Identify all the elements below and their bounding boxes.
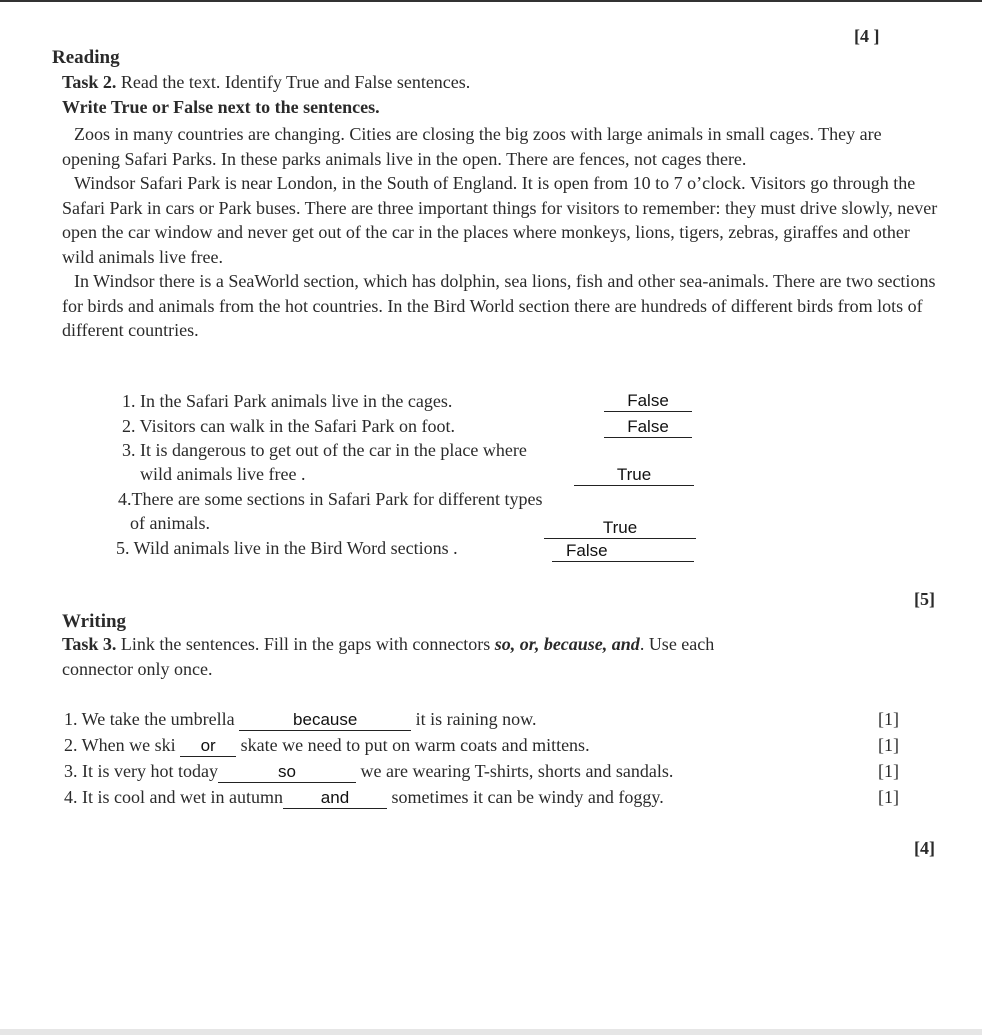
writing-item-2 [64, 735, 590, 757]
question-5-text: 5. Wild animals live in the Bird Word sections . [116, 538, 458, 558]
item-4-answer[interactable]: and [283, 788, 387, 809]
question-3-answer[interactable]: True [574, 465, 694, 486]
writing-item-1 [64, 709, 537, 731]
passage-paragraph-2: Windsor Safari Park is near London, in the South of England. It is open from 10 to 7 o’clock. Visitors go through the Safari Park in cars or Park buses. There are three important things for visitors to remember: they must drive slowly, never open the car window and never get out of the car in the places where monkeys, lions, tigers, zebras, giraffes and other wild animals live free. [62, 173, 938, 267]
writing-score: [4] [914, 838, 935, 858]
item-1-answer[interactable]: because [239, 710, 411, 731]
task3-text-1: Link the sentences. Fill in the gaps with connectors [116, 634, 495, 654]
item-2-before: 2. When we ski [64, 735, 181, 755]
question-1-text: 1. In the Safari Park animals live in the cages. [122, 391, 453, 411]
question-3-text-cont: wild animals live free . [140, 464, 306, 484]
item-4-after: sometimes it can be windy and foggy. [386, 787, 664, 807]
top-border [0, 0, 982, 2]
question-3-text: 3. It is dangerous to get out of the car in the place where [122, 440, 527, 460]
bottom-band [0, 1029, 982, 1035]
task3-connectors: so, or, because, and [494, 634, 640, 654]
item-1-before: 1. We take the umbrella [64, 709, 240, 729]
writing-heading: Writing [62, 611, 127, 632]
task2-text: Read the text. Identify True and False sentences. [116, 72, 471, 92]
question-4-answer[interactable]: True [544, 518, 696, 539]
item-2-answer[interactable]: or [180, 736, 236, 757]
reading-passage [62, 122, 942, 343]
item-2-after: skate we need to put on warm coats and mittens. [236, 735, 590, 755]
item-2-mark: [1] [878, 735, 899, 755]
writing-item-3 [64, 761, 673, 783]
task3-text-3: connector only once. [62, 659, 213, 679]
reading-score: [5] [914, 589, 935, 609]
task3-number: Task 3. [62, 634, 117, 654]
question-2-answer[interactable]: False [604, 417, 692, 438]
question-4-text-cont: of animals. [130, 513, 210, 533]
item-3-before: 3. It is very hot today [64, 761, 218, 781]
reading-heading: Reading [52, 47, 120, 68]
writing-item-4 [64, 787, 664, 809]
reading-marks: [4 ] [854, 26, 880, 46]
passage-paragraph-3: In Windsor there is a SeaWorld section, which has dolphin, sea lions, fish and other sea-animals. There are two sections for birds and animals from the hot countries. In the Bird World section there are hundreds of different birds from lots of different countries. [62, 271, 936, 340]
task2-number: Task 2. [62, 72, 117, 92]
question-5-answer[interactable]: False [552, 541, 694, 562]
item-1-after: it is raining now. [411, 709, 537, 729]
question-1-answer[interactable]: False [604, 391, 692, 412]
item-3-answer[interactable]: so [218, 762, 356, 783]
item-4-mark: [1] [878, 787, 899, 807]
item-3-after: we are wearing T-shirts, shorts and sandals. [355, 761, 674, 781]
passage-paragraph-1: Zoos in many countries are changing. Cities are closing the big zoos with large animals in small cages. They are opening Safari Parks. In these parks animals live in the open. There are fences, not cages there. [62, 124, 882, 169]
task3-text-2: . Use each [639, 634, 715, 654]
item-1-mark: [1] [878, 709, 899, 729]
item-3-mark: [1] [878, 761, 899, 781]
item-4-before: 4. It is cool and wet in autumn [64, 787, 283, 807]
task2-line [62, 72, 470, 93]
task3-line [62, 634, 714, 655]
task2-instruction: Write True or False next to the sentences. [62, 97, 380, 117]
question-2-text: 2. Visitors can walk in the Safari Park on foot. [122, 416, 456, 436]
question-4-text: 4.There are some sections in Safari Park for different types [118, 489, 543, 509]
